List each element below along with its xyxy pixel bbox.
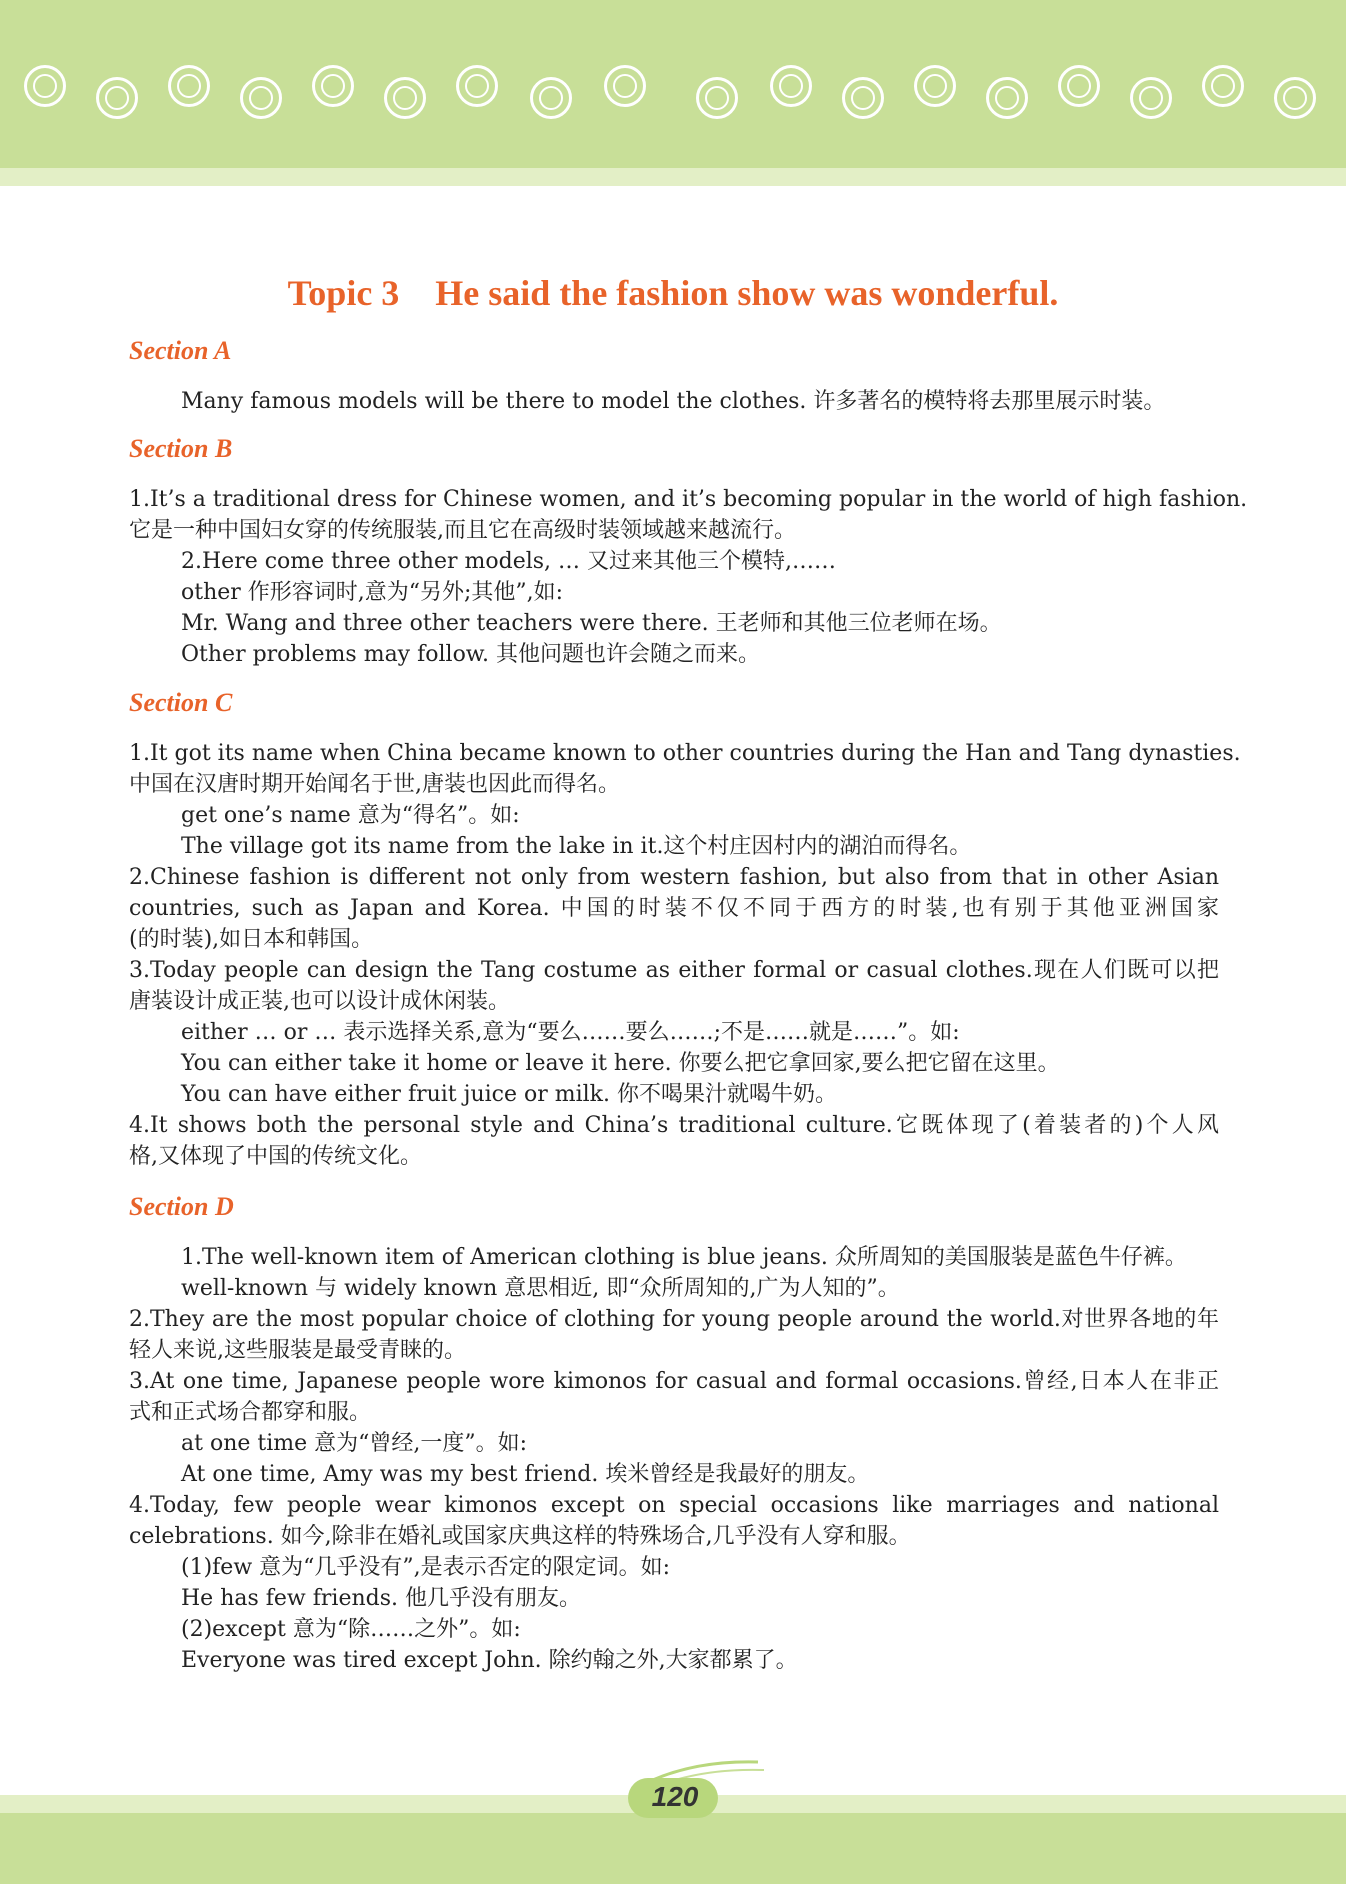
section-b-line: Other problems may follow. 其他问题也许会随之而来。 <box>181 642 761 667</box>
section-d-line: Everyone was tired except John. 除约翰之外,大家都累了。 <box>181 1648 798 1673</box>
ring-icon <box>986 77 1028 119</box>
section-d-line: 3.At one time, Japanese people wore kimonos for casual and formal occasions.曾经,日本人在非正 <box>129 1369 1219 1394</box>
section-c-line: (的时装),如日本和韩国。 <box>129 927 374 952</box>
section-d-line: celebrations. 如今,除非在婚礼或国家庆典这样的特殊场合,几乎没有人穿和服。 <box>129 1524 911 1549</box>
section-d-line: at one time 意为“曾经,一度”。如: <box>181 1431 528 1456</box>
ring-icon <box>384 77 426 119</box>
section-d-line: (2)except 意为“除……之外”。如: <box>181 1617 521 1642</box>
section-c-line: 3.Today people can design the Tang costume as either formal or casual clothes.现在人们既可以把 <box>129 958 1219 983</box>
ring-icon <box>1274 77 1316 119</box>
section-b-line: other 作形容词时,意为“另外;其他”,如: <box>181 580 564 605</box>
ring-icon <box>1202 65 1244 107</box>
section-b-line: 2.Here come three other models, … 又过来其他三个模特,…… <box>181 549 837 574</box>
ring-icon <box>312 65 354 107</box>
section-a-heading: Section A <box>129 336 232 365</box>
section-d-line: 4.Today, few people wear kimonos except on special occasions like marriages and national <box>129 1493 1219 1518</box>
ring-icon <box>914 65 956 107</box>
section-d-line: 轻人来说,这些服装是最受青睐的。 <box>129 1338 466 1363</box>
page-title: Topic 3 He said the fashion show was wonderful. <box>287 273 1059 313</box>
section-c-line: 2.Chinese fashion is different not only from western fashion, but also from that in other Asian <box>129 865 1219 890</box>
section-d-heading: Section D <box>129 1192 234 1221</box>
section-c-line: 4.It shows both the personal style and China’s traditional culture.它既体现了(着装者的)个人风 <box>129 1113 1219 1138</box>
section-d-line: At one time, Amy was my best friend. 埃米曾经是我最好的朋友。 <box>181 1462 870 1487</box>
ring-icon <box>1058 65 1100 107</box>
section-c-line: 中国在汉唐时期开始闻名于世,唐装也因此而得名。 <box>129 772 620 797</box>
section-c-line: You can either take it home or leave it here. 你要么把它拿回家,要么把它留在这里。 <box>181 1051 1060 1076</box>
ring-icon <box>604 65 646 107</box>
section-d-line: 式和正式场合都穿和服。 <box>129 1400 372 1425</box>
footer-band <box>0 1813 1346 1884</box>
section-b-line: Mr. Wang and three other teachers were there. 王老师和其他三位老师在场。 <box>181 611 1002 636</box>
section-b-heading: Section B <box>129 434 233 463</box>
section-c-line: The village got its name from the lake in it.这个村庄因村内的湖泊而得名。 <box>181 834 972 859</box>
header-stripe <box>0 168 1346 186</box>
ring-icon <box>240 77 282 119</box>
ring-icon <box>24 65 66 107</box>
page-number: 120 <box>651 1781 699 1812</box>
section-a-line: Many famous models will be there to model the clothes. 许多著名的模特将去那里展示时装。 <box>181 389 1166 414</box>
section-b-line: 它是一种中国妇女穿的传统服装,而且它在高级时装领域越来越流行。 <box>129 518 796 543</box>
ring-icon <box>530 77 572 119</box>
ring-icon <box>168 65 210 107</box>
section-d-line: well-known 与 widely known 意思相近, 即“众所周知的,广为人知的”。 <box>181 1276 900 1301</box>
section-c-line: 1.It got its name when China became known to other countries during the Han and Tang dynasties. <box>129 741 1241 766</box>
ring-icon <box>842 77 884 119</box>
section-c-line: either … or … 表示选择关系,意为“要么……要么……;不是……就是……”。如: <box>181 1020 960 1045</box>
section-c-line: get one’s name 意为“得名”。如: <box>181 803 520 828</box>
section-c-line: 唐装设计成正装,也可以设计成休闲装。 <box>129 989 510 1014</box>
section-d-line: He has few friends. 他几乎没有朋友。 <box>181 1586 581 1611</box>
section-c-line: countries, such as Japan and Korea. 中国的时装不仅不同于西方的时装,也有别于其他亚洲国家 <box>129 896 1219 921</box>
ring-icon <box>96 77 138 119</box>
ring-icon <box>696 77 738 119</box>
section-b-line: 1.It’s a traditional dress for Chinese women, and it’s becoming popular in the world of high fashion. <box>129 487 1248 512</box>
ring-icon <box>456 65 498 107</box>
section-c-heading: Section C <box>129 688 233 717</box>
ring-icon <box>770 65 812 107</box>
ring-icon <box>1130 77 1172 119</box>
section-d-line: 1.The well-known item of American clothing is blue jeans. 众所周知的美国服装是蓝色牛仔裤。 <box>181 1245 1187 1270</box>
section-d-line: (1)few 意为“几乎没有”,是表示否定的限定词。如: <box>181 1555 671 1580</box>
section-c-line: You can have either fruit juice or milk. 你不喝果汁就喝牛奶。 <box>181 1082 838 1107</box>
decorative-rings <box>0 55 1346 135</box>
section-d-line: 2.They are the most popular choice of clothing for young people around the world.对世界各地的年 <box>129 1307 1219 1332</box>
section-c-line: 格,又体现了中国的传统文化。 <box>129 1144 422 1169</box>
